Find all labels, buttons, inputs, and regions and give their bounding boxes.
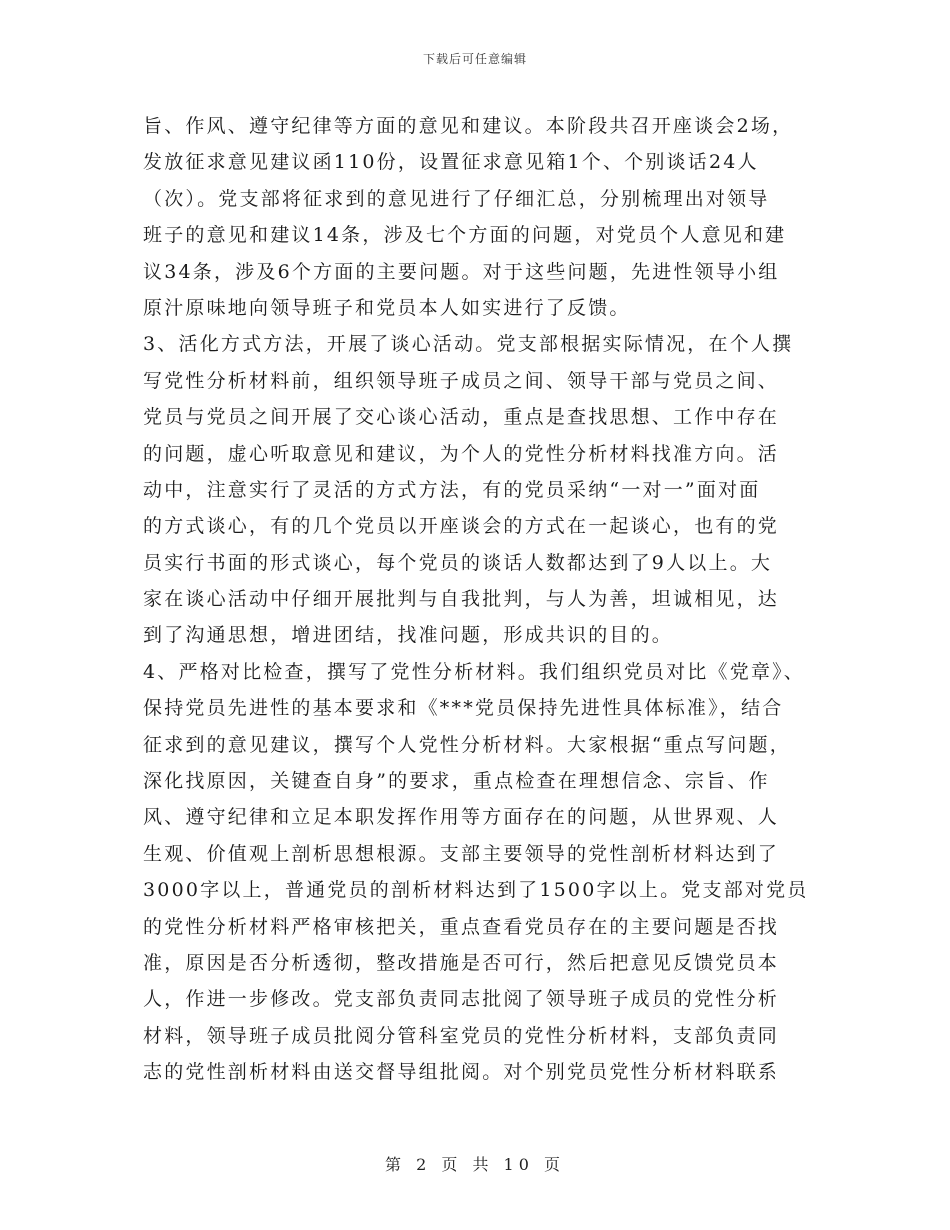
text-line: 到了沟通思想，增进团结，找准问题，形成共识的目的。: [143, 624, 674, 647]
text-line: 动中，注意实行了灵活的方式方法，有的党员采纳“一对一”面对面: [143, 478, 761, 501]
text-line: 4、严格对比检查，撰写了党性分析材料。我们组织党员对比《党章》、: [143, 660, 805, 683]
text-line: 党员与党员之间开展了交心谈心活动，重点是查找思想、工作中存在: [143, 406, 780, 429]
text-line: 深化找原因，关键查自身”的要求，重点检查在理想信念、宗旨、作: [143, 770, 770, 793]
text-line: 的方式谈心，有的几个党员以开座谈会的方式在一起谈心，也有的党: [143, 515, 780, 538]
text-line: 准，原因是否分析透彻，整改措施是否可行，然后把意见反馈党员本: [143, 951, 780, 974]
text-line: 家在谈心活动中仔细开展批判与自我批判，与人为善，坦诚相见，达: [143, 588, 780, 611]
text-line: 发放征求意见建议函110份，设置征求意见箱1个、个别谈话24人: [143, 151, 759, 174]
text-line: 写党性分析材料前，组织领导班子成员之间、领导干部与党员之间、: [143, 369, 780, 392]
text-line: 征求到的意见建议，撰写个人党性分析材料。大家根据“重点写问题，: [143, 733, 791, 756]
text-line: 的党性分析材料严格审核把关，重点查看党员存在的主要问题是否找: [143, 915, 780, 938]
text-line: 风、遵守纪律和立足本职发挥作用等方面存在的问题，从世界观、人: [143, 806, 780, 829]
text-line: 志的党性剖析材料由送交督导组批阅。对个别党员党性分析材料联系: [143, 1061, 780, 1084]
text-line: 保持党员先进性的基本要求和《***党员保持先进性具体标准》，结合: [143, 697, 784, 720]
text-line: 旨、作风、遵守纪律等方面的意见和建议。本阶段共召开座谈会2场，: [143, 115, 794, 137]
text-line: （次）。党支部将征求到的意见进行了仔细汇总，分别梳理出对领导: [143, 187, 770, 210]
text-line: 生观、价值观上剖析思想根源。支部主要领导的党性剖析材料达到了: [143, 842, 780, 865]
text-line: 的问题，虚心听取意见和建议，为个人的党性分析材料找准方向。活: [143, 442, 780, 465]
text-line: 员实行书面的形式谈心，每个党员的谈话人数都达到了9人以上。大: [143, 551, 773, 574]
page-number-footer: 第 2 页 共 10 页: [385, 1155, 565, 1174]
text-line: 3000字以上，普通党员的剖析材料达到了1500字以上。党支部对党员: [143, 879, 809, 902]
text-line: 议34条，涉及6个方面的主要问题。对于这些问题，先进性领导小组: [143, 260, 780, 283]
text-line: 3、活化方式方法，开展了谈心活动。党支部根据实际情况，在个人撰: [143, 333, 794, 356]
page-header-note: 下载后可任意编辑: [422, 52, 527, 66]
text-line: 原汁原味地向领导班子和党员本人如实进行了反馈。: [143, 296, 631, 319]
text-line: 材料，领导班子成员批阅分管科室党员的党性分析材料，支部负责同: [143, 1024, 780, 1047]
text-line: 人，作进一步修改。党支部负责同志批阅了领导班子成员的党性分析: [143, 988, 780, 1011]
document-body: [143, 108, 815, 1091]
text-line: 班子的意见和建议14条，涉及七个方面的问题，对党员个人意见和建: [143, 224, 787, 247]
